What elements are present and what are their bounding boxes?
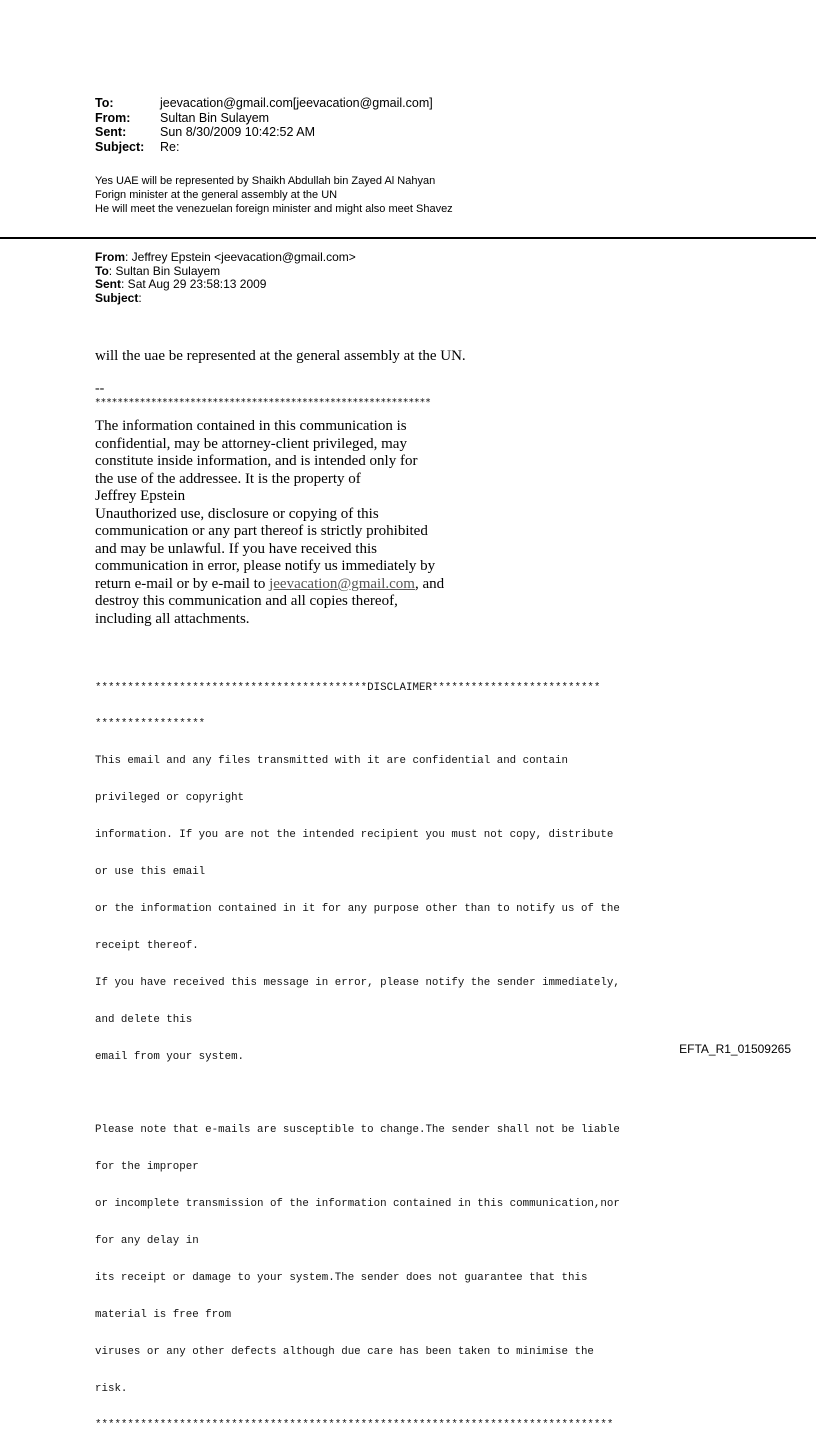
disclaimer-line: viruses or any other defects although due care has been taken to minimise the xyxy=(95,1345,594,1358)
from-label: From: xyxy=(95,110,131,125)
disclaimer-line: or incomplete transmission of the information contained in this communication,nor xyxy=(95,1198,620,1211)
quoted-from-row xyxy=(95,251,356,265)
notice-line: confidential, may be attorney-client privileged, may xyxy=(95,435,407,452)
notice-line: destroy this communication and all copies thereof, xyxy=(95,593,398,609)
notice-line: and may be unlawful. If you have received this xyxy=(95,540,377,557)
disclaimer-line: receipt thereof. xyxy=(95,939,199,952)
quoted-subject-value: : xyxy=(138,290,142,305)
disclaimer-line: its receipt or damage to your system.The sender does not guarantee that this xyxy=(95,1271,588,1284)
quoted-header xyxy=(95,251,356,305)
notice-line: Unauthorized use, disclosure or copying of this xyxy=(95,505,379,522)
quoted-subject-row xyxy=(95,292,356,306)
return-prefix: return e-mail or by e-mail to xyxy=(95,575,270,592)
disclaimer-line: If you have received this message in error, please notify the sender immediately, xyxy=(95,976,620,989)
quoted-sent-value: : Sat Aug 29 23:58:13 2009 xyxy=(121,277,267,291)
reply-line: Forign minister at the general assembly at the UN xyxy=(95,189,338,201)
disclaimer-line xyxy=(95,1087,620,1099)
to-value: jeevacation@gmail.com[jeevacation@gmail.com] xyxy=(160,96,433,110)
signature-stars: ************************************************************ xyxy=(95,397,431,408)
sent-value: Sun 8/30/2009 10:42:52 AM xyxy=(160,125,315,139)
notice-line: communication or any part thereof is strictly prohibited xyxy=(95,523,428,539)
disclaimer-line: or use this email xyxy=(95,866,206,879)
reply-body xyxy=(95,174,453,216)
disclaimer-line: risk. xyxy=(95,1382,128,1395)
header-sent-row xyxy=(95,125,433,140)
quoted-from-label: From xyxy=(95,250,125,264)
notice-line: communication in error, please notify us immediately by xyxy=(95,558,436,574)
disclaimer-line: privileged or copyright xyxy=(95,792,245,805)
email-link[interactable]: jeevacation@gmail.com xyxy=(269,575,415,592)
reply-line: Yes UAE will be represented by Shaikh Abdullah bin Zayed Al Nahyan xyxy=(95,175,436,187)
header-to-row xyxy=(95,96,433,111)
quoted-sent-label: Sent xyxy=(95,277,122,291)
quoted-from-value: : Jeffrey Epstein <jeevacation@gmail.com> xyxy=(125,250,356,264)
disclaimer-line: ******************************************DISCLAIMER************************** xyxy=(95,681,601,694)
notice-line: including all attachments. xyxy=(95,610,250,627)
message-divider xyxy=(0,237,816,239)
signature-dash: -- xyxy=(95,381,105,396)
disclaimer-line: email from your system. xyxy=(95,1050,245,1063)
from-value: Sultan Bin Sulayem xyxy=(160,110,270,125)
header-from-row xyxy=(95,111,433,126)
disclaimer-line: or the information contained in it for any purpose other than to notify us of the xyxy=(95,902,620,915)
disclaimer-line: This email and any files transmitted with it are confidential and contain xyxy=(95,755,568,768)
notice-line: The information contained in this communication is xyxy=(95,418,407,434)
to-label: To: xyxy=(95,96,114,110)
notice-line-return xyxy=(95,576,515,594)
email-header xyxy=(95,96,433,154)
disclaimer-line: for any delay in xyxy=(95,1234,199,1247)
subject-value: Re: xyxy=(160,139,180,154)
disclaimer-line: information. If you are not the intended recipient you must not copy, distribute xyxy=(95,829,614,842)
original-message: will the uae be represented at the general assembly at the UN. xyxy=(95,348,466,364)
disclaimer-line: Please note that e-mails are susceptible to change.The sender shall not be liable xyxy=(95,1124,620,1137)
quoted-to-row xyxy=(95,265,356,279)
notice-line: Jeffrey Epstein xyxy=(95,488,186,504)
quoted-to-value: : Sultan Bin Sulayem xyxy=(108,263,221,278)
quoted-to-label: To xyxy=(95,263,109,278)
quoted-subject-label: Subject xyxy=(95,290,139,305)
disclaimer-line: and delete this xyxy=(95,1013,193,1026)
disclaimer-line: ******************************************************************************** xyxy=(95,1419,614,1432)
disclaimer-block xyxy=(95,657,620,1456)
sent-label: Sent: xyxy=(95,125,127,139)
disclaimer-line: for the improper xyxy=(95,1161,199,1174)
confidentiality-notice xyxy=(95,418,515,628)
reply-line: He will meet the venezuelan foreign minister and might also meet Shavez xyxy=(95,203,453,215)
document-id: EFTA_R1_01509265 xyxy=(679,1042,791,1056)
return-suffix: , and xyxy=(414,575,445,592)
notice-line: the use of the addressee. It is the property of xyxy=(95,470,361,487)
header-subject-row xyxy=(95,140,433,155)
quoted-sent-row xyxy=(95,278,356,292)
disclaimer-line: material is free from xyxy=(95,1308,232,1321)
subject-label: Subject: xyxy=(95,139,145,154)
disclaimer-line: ***************** xyxy=(95,718,206,731)
notice-line: constitute inside information, and is intended only for xyxy=(95,453,418,469)
